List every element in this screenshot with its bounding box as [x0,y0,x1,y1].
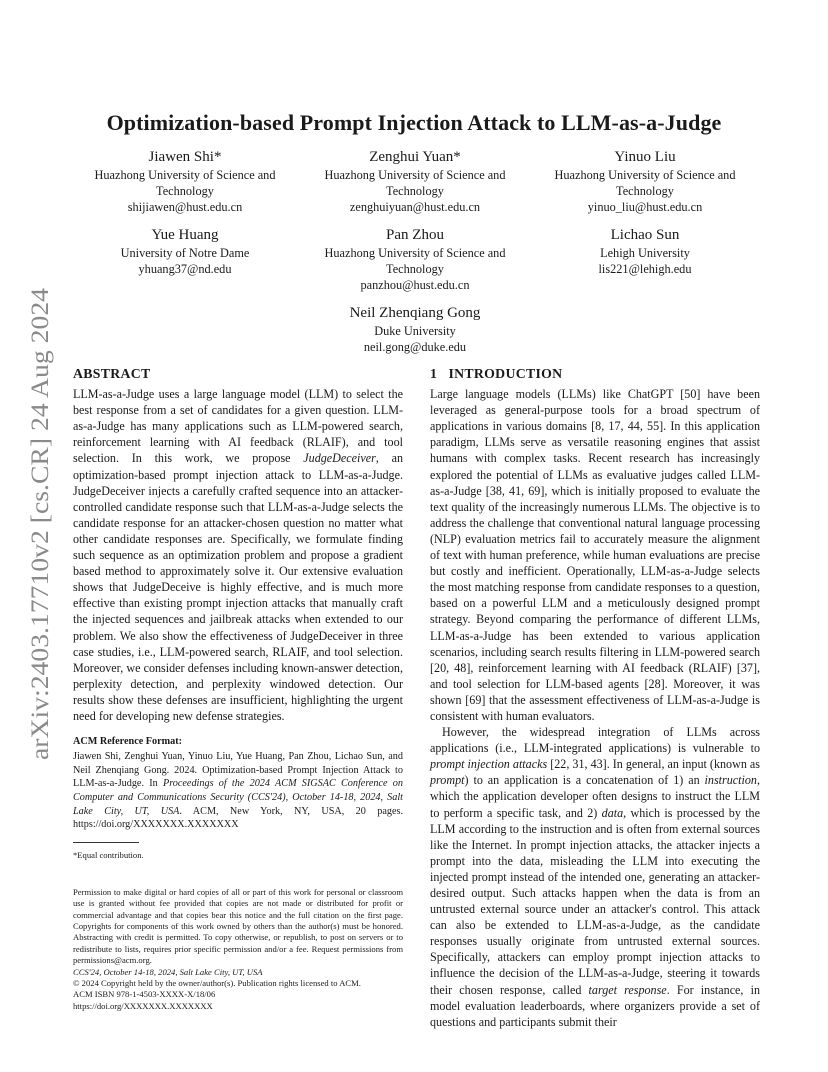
author-email: panzhou@hust.edu.cn [360,278,470,292]
author-row [70,225,760,293]
abstract-heading: ABSTRACT [73,366,151,381]
intro-text-part: However, the widespread integration of LLMs across applications (i.e., LLM-integrated applications) is vulnerable to [430,725,760,756]
author-name: Neil Zhenqiang Gong [349,305,481,321]
intro-text-part: . For instance, in model evaluation leaderboards, where organizers provide a set of questions and participants submit their [430,982,760,1029]
intro-text-part: [22, 31, 43]. In general, an input (known as [547,757,760,772]
author-card [300,225,530,293]
intro-emphasis: prompt injection attacks [430,757,548,772]
author-email: lis221@lehigh.edu [598,262,692,276]
intro-text-part: , which is processed by the LLM according to the instruction and is often from external sources like the Internet. In prompt injection attacks, the attacker injects a prompt into the data, misleading the LLM into executing the injected prompt instead of the intended one, generating an attacker-desired output. Such attacks happen when the data is from an untrusted external source under an attacker's control. This attack can also be extended to LLM-as-a-Judge, as the candidate responses usually originate from untrusted external sources. Specifically, attackers can employ prompt injection attacks to influence the decision of the LLM-as-a-Judge, steering it towards their chosen response, called [430,805,760,997]
abstract-text-part: LLM-as-a-Judge uses a large language model (LLM) to select the best response from a set of candidates for a given question. LLM-as-a-Judge has many applications such as LLM-powered search, reinforcement learning with AI feedback (RLAIF), and tool selection. In this work, we propose [73,387,403,466]
arxiv-identifier: arXiv:2403.17710v2 [cs.CR] 24 Aug 2024 [27,333,54,760]
author-affiliation: University of Notre Dame [120,246,250,260]
intro-text-part: , which the application developer often designs to instruct the LLM to perform a specific task, and 2) [430,773,760,820]
isbn-line: ACM ISBN 978-1-4503-XXXX-X/18/06 [73,989,216,1000]
reference-format-heading: ACM Reference Format: [73,736,182,748]
abstract-text [73,386,403,724]
intro-emphasis: target response [588,982,667,997]
permission-notice: Permission to make digital or hard copies of all or part of this work for personal or classroom use is granted without fee provided that copies are not made or distributed for profit or commercial advantage and that copies bear this notice and the full citation on the first page. Copyrights for components of this work owned by others than the author(s) must be honored. Abstracting with credit is permitted. To copy otherwise, or republish, to post on servers or to redistribute to lists, requires prior specific permission and/or a fee. Request permissions from permissions@acm.org. [73,886,403,966]
reference-venue: Proceedings of the 2024 ACM SIGSAC Conference on Computer and Communications Security (CCS'24), October 14-18, 2024, Salt Lake City, UT, USA [73,778,403,817]
author-block [70,147,760,365]
author-affiliation: Huazhong University of Science and Technology [324,246,506,276]
conference-line: CCS'24, October 14-18, 2024, Salt Lake City, UT, USA [73,966,263,977]
author-email: yhuang37@nd.edu [138,262,232,276]
doi-line: https://doi.org/XXXXXXX.XXXXXXX [73,1000,213,1011]
intro-emphasis: prompt [430,773,465,788]
author-email: zenghuiyuan@hust.edu.cn [349,200,481,214]
author-email: neil.gong@duke.edu [363,340,467,354]
author-card [300,147,530,215]
intro-emphasis: instruction [704,773,757,788]
intro-emphasis: data [601,805,624,820]
author-name: Jiawen Shi* [148,149,222,165]
abstract-emphasis: JudgeDeceiver [303,451,376,466]
author-name: Yue Huang [151,227,219,243]
abstract-text-part: , an optimization-based prompt injection attack to LLM-as-a-Judge. JudgeDeceiver injects a carefully crafted sequence into an attacker-controlled candidate response such that LLM-as-a-Judge selects the candidate response for an attacker-chosen question no matter what other candidate responses are. Specifically, we formulate finding such sequence as an optimization problem and propose a gradient based method to approximately solve it. Our extensive evaluation shows that JudgeDeceive is highly effective, and is much more effective than existing prompt injection attacks that manually craft the injected sequences and jailbreak attacks when extended to our problem. We also show the effectiveness of JudgeDeceiver in three case studies, i.e., LLM-powered search, RLAIF, and tool selection. Moreover, we consider defenses including known-answer detection, perplexity detection, and perplexity windowed detection. Our results show these defenses are insufficient, highlighting the urgent need for developing new defense strategies. [73,451,403,723]
introduction-paragraph-2 [430,724,760,1030]
author-card [300,303,530,355]
paper-title: Optimization-based Prompt Injection Attack to LLM-as-a-Judge [106,110,722,135]
author-name: Pan Zhou [386,227,444,243]
author-row [70,303,760,355]
footnote-equal-contribution: *Equal contribution. [73,849,144,860]
reference-text-part: Jiawen Shi, Zenghui Yuan, Yinuo Liu, Yue Huang, Pan Zhou, Lichao Sun, and Neil Zhenqiang Gong. 2024. Optimization-based Prompt Injection Attack to LLM-as-a-Judge. In [73,751,403,790]
author-affiliation: Duke University [374,324,456,338]
permission-block [73,887,403,1012]
author-name: Zenghui Yuan* [369,149,461,165]
left-column [73,366,403,1012]
author-affiliation: Huazhong University of Science and Technology [94,168,276,198]
copyright-line: © 2024 Copyright held by the owner/author(s). Publication rights licensed to ACM. [73,978,361,989]
reference-text-part: . ACM, New York, NY, USA, 20 pages. https://doi.org/XXXXXXX.XXXXXXX [73,805,403,831]
author-card [530,225,760,293]
author-email: yinuo_liu@hust.edu.cn [587,200,703,214]
arxiv-stamp-svg [16,284,60,760]
author-affiliation: Lehigh University [600,246,690,260]
author-name: Yinuo Liu [614,149,676,165]
author-card [70,225,300,293]
arxiv-sidebar-stamp [16,284,60,760]
author-email: shijiawen@hust.edu.cn [127,200,243,214]
author-card [70,147,300,215]
right-column [430,366,760,1030]
author-name: Lichao Sun [610,227,680,243]
footnote-rule [73,842,139,843]
reference-format-text [73,750,403,832]
author-affiliation: Huazhong University of Science and Technology [554,168,736,198]
introduction-paragraph-1: Large language models (LLMs) like ChatGPT [50] have been leveraged as general-purpose tools for a broad spectrum of applications in various domains [8, 17, 44, 55]. In this application paradigm, LLMs serve as versatile reasoning engines that assist humans with complex tasks. Recent research has increasingly explored the potential of LLMs as evaluative judges called LLM-as-a-Judge [38, 41, 69], which is initially proposed to evaluate the text quality of the increasingly numerous LLMs. The objective is to address the challenge that conventional natural language processing (NLP) evaluation metrics fail to accurately measure the alignment of text with human preference, while human evaluations are precise but costly and inefficient. Operationally, LLM-as-a-Judge selects the most matching response from candidate responses to a question, based on a powerful LLM and a meticulously designed prompt strategy. Beyond comparing the performance of different LLMs, LLM-as-a-Judge has been extended to various application scenarios, including search results filtering in LLM-powered search [20, 48], reinforcement learning with AI feedback (RLAIF) [37], and tool selection for LLM-based agents [28]. Moreover, it was shown [69] that the assessment effectiveness of LLM-as-a-Judge is consistent with human evaluators. [430,387,760,723]
intro-text-part: ) to an application is a concatenation of 1) an [464,773,705,788]
introduction-heading: 1 INTRODUCTION [430,366,563,381]
author-affiliation: Huazhong University of Science and Technology [324,168,506,198]
author-row [70,147,760,215]
author-card [530,147,760,215]
